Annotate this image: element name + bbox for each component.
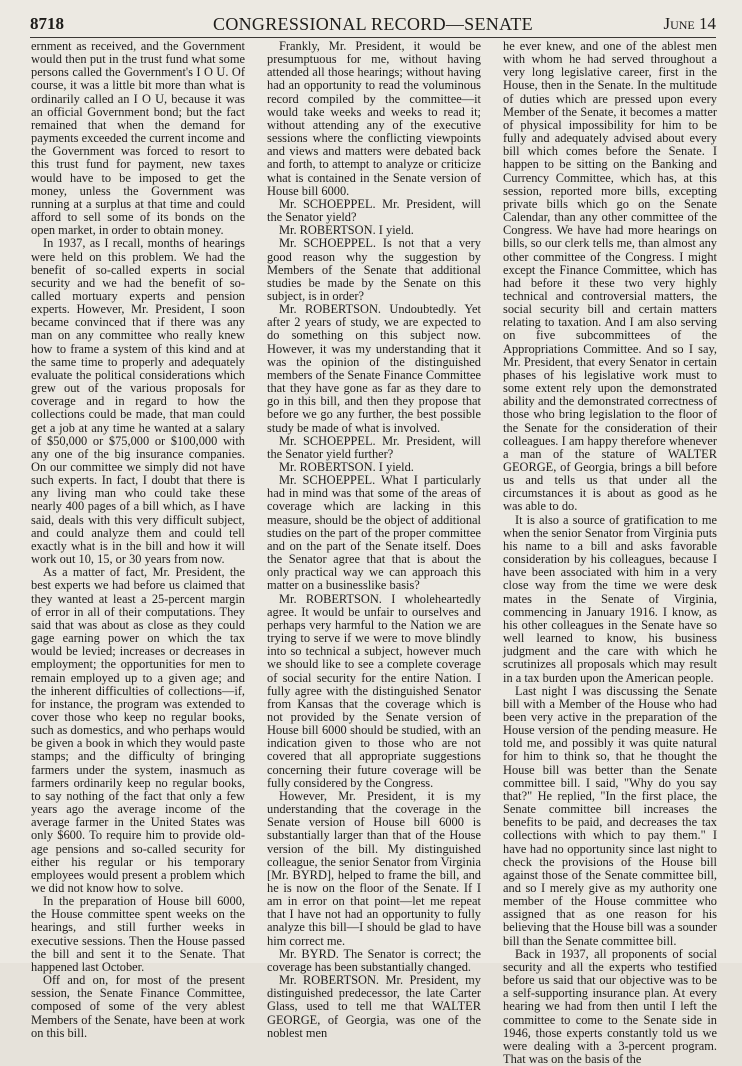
paragraph: Mr. SCHOEPPEL. Is not that a very good reason why the suggestion by Members of the Senate that additional studies be made by the Senate on this subject, is in order? bbox=[267, 236, 481, 303]
page-header bbox=[30, 14, 716, 36]
paragraph: It is also a source of gratification to me when the senior Senator from Virginia puts his name to a bill and asks favorable consideration by his colleagues, because I have been associated with him in a very close way from the time we were desk mates in the Senate of Virginia, commencing in January 1916. I know, as his other colleagues in the Senate have so well learned to know, his business judgment and the care with which he scrutinizes all proposals which may result in a tax burden upon the American people. bbox=[503, 512, 717, 685]
paragraph: As a matter of fact, Mr. President, the best experts we had before us claimed that they wanted at least a 25-percent margin of error in all of their computations. They said that was about as close as they could gage earning power on which the tax would be levied; increases or decreases in employment; the opportunities for men to remain employed up to a given age; and the inherent difficulties of collections—if, for instance, the program was extended to cover those who keep no regular books, such as domestics, and who perhaps would be given a book in which they would paste stamps; and the difficulty of bringing farmers under the system, inasmuch as farmers ordinarily keep no regular books, to say nothing of the fact that only a few years ago the average income of the average farmer in the United States was only $600. To require him to provide old-age pensions and so-called security for either his regular or his temporary employees would present a problem which we did not know how to solve. bbox=[31, 565, 245, 895]
paragraph: he ever knew, and one of the ablest men with whom he had served throughout a very long legislative career, first in the House, then in the Senate. In the multitude of duties which are pressed upon every Member of the Senate, it becomes a matter of physical impossibility for him to be fully and adequately advised about every bill which comes before the Senate. I happen to be sitting on the Banking and Currency Committee, which has, at this session, reported more bills, excepting private bills which go on the Senate Calendar, than any other committee of the Congress. We have had more hearings on bills, so our clerk tells me, than almost any other committee of the Congress. I might except the Finance Committee, which has had before it these two very highly technical and controversial matters, the social security bill and certain matters relating to taxation. And I am also serving on five subcommittees of the Appropriations Committee. And so I say, Mr. President, that every Senator in certain phases of his legislative work must to some extent rely upon the demonstrated ability and the demonstrated correctness of those who bring legislation to the floor of the Senate for the consideration of their colleagues. I am happy therefore whenever a man of the stature of WALTER GEORGE, of Georgia, brings a bill before us and tells us that under all the circumstances it is about as good as he was able to do. bbox=[503, 39, 717, 514]
paragraph: Mr. ROBERTSON. Mr. President, my distinguished predecessor, the late Carter Glass, used to tell me that WALTER GEORGE, of Georgia, was one of the noblest men bbox=[267, 973, 481, 1040]
paragraph: Off and on, for most of the present session, the Senate Finance Committee, composed of some of the very ablest Members of the Senate, have been at work on this bill. bbox=[31, 973, 245, 1040]
paragraph: Mr. ROBERTSON. I yield. bbox=[279, 223, 414, 238]
publication-title: CONGRESSIONAL RECORD—SENATE bbox=[213, 14, 533, 34]
page-number: 8718 bbox=[30, 14, 64, 33]
header-rule bbox=[30, 37, 716, 38]
paragraph: In 1937, as I recall, months of hearings were held on this problem. We had the benefit of so-called experts in social security and we had the benefit of so-called mortuary experts and pension experts. However, Mr. President, I soon became convinced that if there was any man on any committee who really knew how to frame a system of this kind and at the same time to properly and adequately evaluate the political considerations which grew out of the various proposals for coverage and in regard to how the collections could be made, that man could get a job at any time he wanted at a salary of $50,000 or $75,000 or $100,000 with any one of the big insurance companies. On our committee we simply did not have such experts. In fact, I doubt that there is any living man who could take these nearly 400 pages of a bill which, as I have said, deals with this very difficult subject, and could analyze them and could tell exactly what is in the bill and how it will work out 10, 15, or 30 years from now. bbox=[31, 236, 245, 567]
text-column-right bbox=[503, 39, 717, 1066]
text-column-left bbox=[31, 39, 245, 1040]
text-column-middle bbox=[267, 39, 481, 1040]
paragraph: Back in 1937, all proponents of social security and all the experts who testified before us said that our objective was to be a self-supporting insurance plan. At every hearing we had from then until I left the committee to come to the Senate side in 1946, those experts constantly told us we were dealing with a 3-percent program. That was on the basis of the bbox=[503, 946, 717, 1066]
paragraph: Mr. ROBERTSON. I yield. bbox=[279, 460, 414, 474]
paragraph: However, Mr. President, it is my understanding that the coverage in the Senate version of House bill 6000 is substantially larger than that of the House version of the bill. My distinguished colleague, the senior Senator from Virginia [Mr. BYRD], helped to frame the bill, and he is now on the floor of the Senate. If I am in error on that point—let me repeat that I have not had an opportunity to fully analyze this bill—I should be glad to have him correct me. bbox=[267, 788, 481, 948]
paragraph: Mr. SCHOEPPEL. Mr. President, will the Senator yield? bbox=[267, 196, 481, 225]
paragraph: Mr. ROBERTSON. I wholeheartedly agree. It would be unfair to ourselves and perhaps very harmful to the Nation we are trying to serve if we were to move blindly into so technical a subject, however much we should like to see a complete coverage of social security for the entire Nation. I fully agree with the distinguished Senator from Kansas that the coverage which is not provided by the Senate version of House bill 6000 should be studied, with an indication given to those who are not covered that all appropriate suggestions concerning their future coverage will be fully considered by the Congress. bbox=[267, 591, 481, 790]
paragraph: In the preparation of House bill 6000, the House committee spent weeks on the hearings, and still further weeks in executive sessions. Then the House passed the bill and sent it to the Senate. That happened last October. bbox=[31, 894, 245, 974]
paragraph: Mr. BYRD. The Senator is correct; the coverage has been substantially changed. bbox=[267, 946, 481, 974]
paragraph: Mr. SCHOEPPEL. Mr. President, will the Senator yield further? bbox=[267, 433, 481, 461]
paragraph: Mr. ROBERTSON. Undoubtedly. Yet after 2 years of study, we are expected to do something on this subject now. However, it was my understanding that it was the opinion of the distinguished members of the Senate Finance Committee that they have gone as far as they dare to go in this bill, and then they propose that before we go any further, the best possible study be made of what is involved. bbox=[267, 302, 481, 435]
paragraph: Mr. SCHOEPPEL. What I particularly had in mind was that some of the areas of coverage which are lacking in this measure, should be the object of additional studies on the part of the proper committee and on the part of the Senate itself. Does the Senator agree that that is about the only practical way we can approach this matter on a businesslike basis? bbox=[267, 473, 481, 593]
paragraph: ernment as received, and the Government would then put in the trust fund what some persons called the Government's I O U. Of course, it was a little bit more than what is ordinarily called an I O U, because it was an official Government bond; but the fact remained that when the demand for payments exceeded the current income and the Government was forced to resort to this trust fund for payment, new taxes would have to be imposed to get the money, unless the Government was running at a surplus at that time and could afford to sell some of its bonds on the open market, in order to obtain money. bbox=[31, 39, 245, 238]
paragraph: Frankly, Mr. President, it would be presumptuous for me, without having attended all those hearings; without having had an opportunity to read the voluminous record compiled by the committee—it would take weeks and weeks to read it; without attending any of the executive sessions where the conflicting viewpoints and views and matters were debated back and forth, to attempt to analyze or criticize what is contained in the Senate version of House bill 6000. bbox=[267, 39, 481, 198]
issue-date: June 14 bbox=[663, 14, 716, 33]
paragraph: Last night I was discussing the Senate bill with a Member of the House who had been very active in the preparation of the House version of the pending measure. He told me, and possibly it was quite natural for him to think so, that he thought the House bill was better than the Senate committee bill. I said, "Why do you say that?" He replied, "In the first place, the Senate committee bill increases the benefits to be paid, and decreases the tax collections with which to pay them." I have had no opportunity since last night to check the provisions of the House bill against those of the Senate committee bill, and so I merely give as my authority one member of the House committee who assigned that as one reason for his believing that the House bill was a sounder bill than the Senate committee bill. bbox=[503, 683, 717, 948]
